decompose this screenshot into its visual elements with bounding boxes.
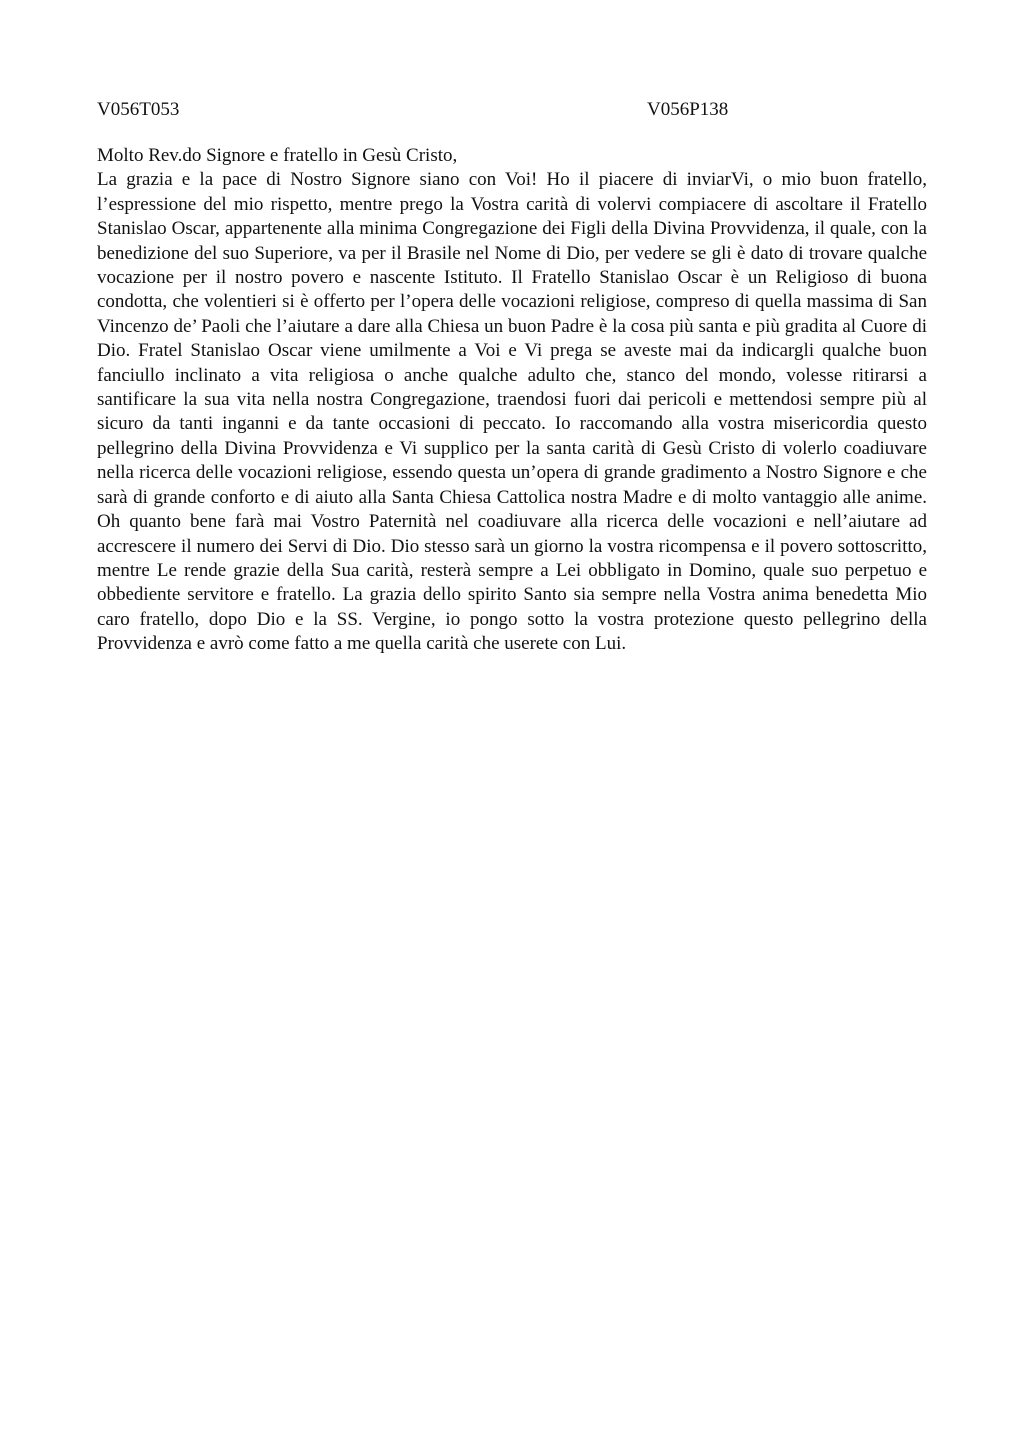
volume-page-reference: V056P138 [647, 99, 729, 120]
volume-text-reference: V056T053 [97, 99, 180, 120]
document-page [97, 96, 927, 657]
document-header [97, 96, 927, 124]
letter-salutation: Molto Rev.do Signore e fratello in Gesù Cristo, [97, 145, 458, 166]
letter-body: La grazia e la pace di Nostro Signore siano con Voi! Ho il piacere di inviarVi, o mio buon fratello, l’espressione del mio rispetto, mentre prego la Vostra carità di volervi compiacere di ascoltare il Fratello Stanislao Oscar, appartenente alla minima Congregazione dei Figli della Divina Provvidenza, il quale, con la benedizione del suo Superiore, va per il Brasile nel Nome di Dio, per vedere se gli è dato di trovare qualche vocazione per il nostro povero e nascente Istituto. Il Fratello Stanislao Oscar è un Religioso di buona condotta, che volentieri si è offerto per l’opera delle vocazioni religiose, compreso di quella massima di San Vincenzo de’ Paoli che l’aiutare a dare alla Chiesa un buon Padre è la cosa più santa e più gradita al Cuore di Dio. Fratel Stanislao Oscar viene umilmente a Voi e Vi prega se aveste mai da indicargli qualche buon fanciullo inclinato a vita religiosa o anche qualche adulto che, stanco del mondo, volesse ritirarsi a santificare la sua vita nella nostra Congregazione, traendosi fuori dai pericoli e mettendosi sempre più al sicuro da tanti inganni e da tante occasioni di peccato. Io raccomando alla vostra misericordia questo pellegrino della Divina Provvidenza e Vi supplico per la santa carità di Gesù Cristo di volerlo coadiuvare nella ricerca delle vocazioni religiose, essendo questa un’opera di grande gradimento a Nostro Signore e che sarà di grande conforto e di aiuto alla Santa Chiesa Cattolica nostra Madre e di molto vantaggio alle anime. Oh quanto bene farà mai Vostro Paternità nel coadiuvare alla ricerca delle vocazioni e nell’aiutare ad accrescere il numero dei Servi di Dio. Dio stesso sarà un giorno la vostra ricompensa e il povero sottoscritto, mentre Le rende grazie della Sua carità, resterà sempre a Lei obbligato in Domino, quale suo perpetuo e obbediente servitore e fratello. La grazia dello spirito Santo sia sempre nella Vostra anima benedetta Mio caro fratello, dopo Dio e la SS. Vergine, io pongo sotto la vostra protezione questo pellegrino della Provvidenza e avrò come fatto a me quella carità che userete con Lui. [97, 169, 927, 655]
